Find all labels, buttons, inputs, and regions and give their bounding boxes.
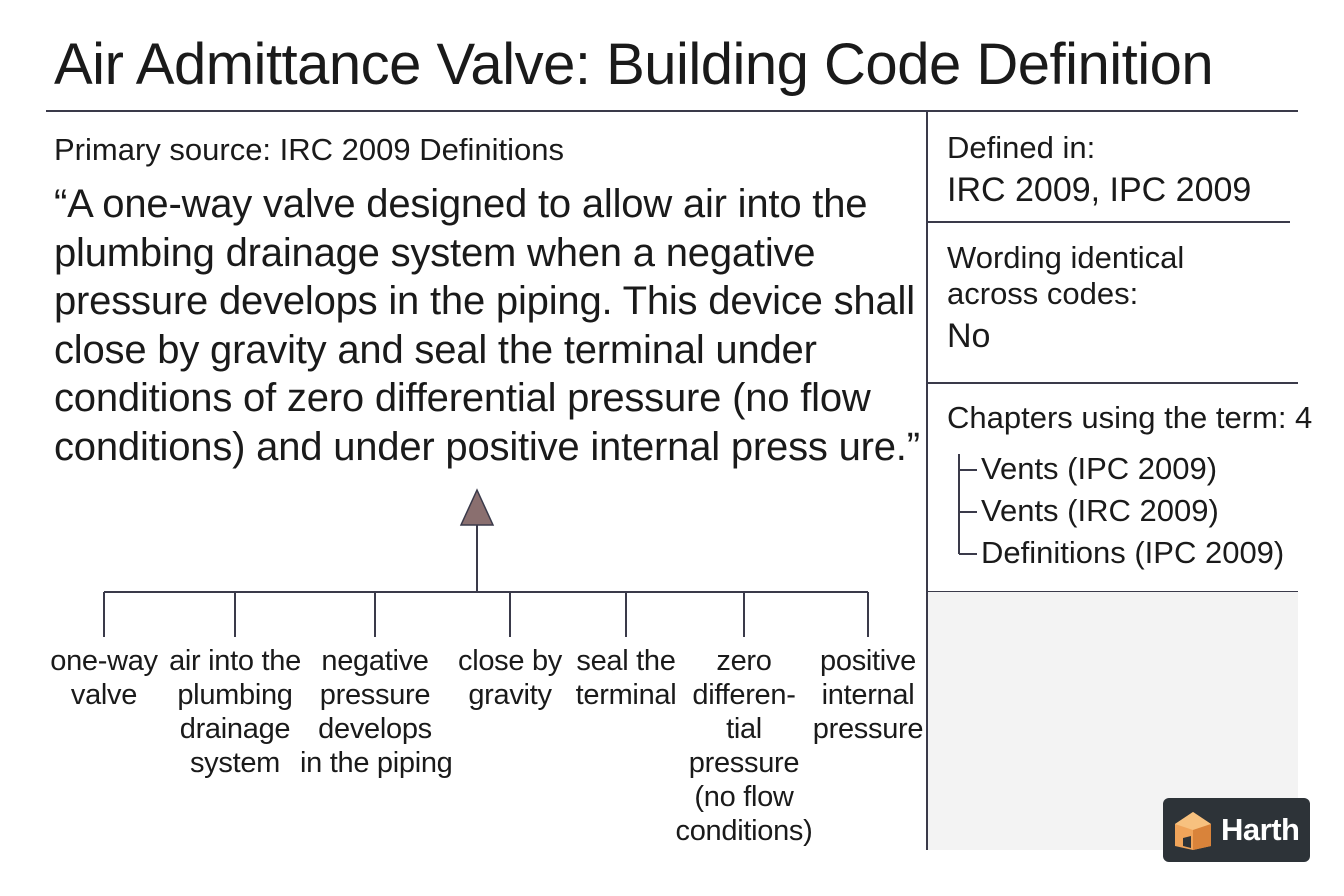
feature-line: (no flow xyxy=(694,781,794,813)
feature-line: conditions) xyxy=(675,815,813,847)
feature-line: gravity xyxy=(468,679,552,711)
chapters-label: Chapters using the term: 4 xyxy=(947,400,1313,435)
feature-line: internal xyxy=(821,679,915,711)
defined-in-label: Defined in: xyxy=(947,130,1096,165)
house-cube-icon xyxy=(1171,808,1215,852)
feature-line: tial xyxy=(726,713,762,745)
quote-line: conditions of zero differential pressure (no flow xyxy=(54,376,871,420)
page-title: Air Admittance Valve: Building Code Definition xyxy=(54,32,1214,97)
quote-line: “A one-way valve designed to allow air into the xyxy=(54,182,868,226)
wording-identical-value: No xyxy=(947,317,991,355)
feature-line: pressure xyxy=(688,747,800,779)
feature-line: air into the xyxy=(169,645,301,677)
chapter-item: Definitions (IPC 2009) xyxy=(981,535,1285,570)
harth-logo xyxy=(1163,798,1310,862)
chapter-item: Vents (IPC 2009) xyxy=(981,451,1218,486)
feature-line: drainage xyxy=(179,713,291,745)
source-label: Primary source: IRC 2009 Definitions xyxy=(54,132,564,167)
feature-line: valve xyxy=(70,679,138,711)
quote-line: pressure develops in the piping. This device shall xyxy=(54,279,915,323)
feature-line: develops xyxy=(318,713,432,745)
feature-positive-pressure xyxy=(793,644,943,746)
feature-line: pressure xyxy=(812,713,924,745)
feature-line: one-way xyxy=(50,645,158,677)
feature-line: differen- xyxy=(692,679,796,711)
logo-text: Harth xyxy=(1221,812,1300,847)
feature-line: pressure xyxy=(319,679,431,711)
feature-negative-pressure xyxy=(300,644,453,780)
feature-air-into-system xyxy=(160,644,310,780)
chapter-item: Vents (IRC 2009) xyxy=(981,493,1219,528)
feature-line: plumbing xyxy=(177,679,293,711)
feature-line: system xyxy=(189,747,281,779)
wording-identical-label-line: across codes: xyxy=(947,276,1139,311)
feature-one-way-valve xyxy=(29,644,179,712)
quote-line: close by gravity and seal the terminal under xyxy=(54,327,817,372)
quote-line: conditions) and under positive internal press ure.” xyxy=(54,424,920,469)
feature-line: seal the xyxy=(576,645,676,677)
wording-identical-label-line: Wording identical xyxy=(947,240,1185,275)
feature-line: in the piping xyxy=(300,747,453,779)
defined-in-value: IRC 2009, IPC 2009 xyxy=(947,171,1252,209)
arrowhead-icon xyxy=(461,490,493,525)
quote-line: plumbing drainage system when a negative xyxy=(54,230,816,275)
feature-line: positive xyxy=(820,645,916,677)
feature-line: close by xyxy=(458,645,562,677)
feature-line: zero xyxy=(716,645,772,677)
feature-line: terminal xyxy=(575,679,677,711)
feature-line: negative xyxy=(321,645,429,677)
